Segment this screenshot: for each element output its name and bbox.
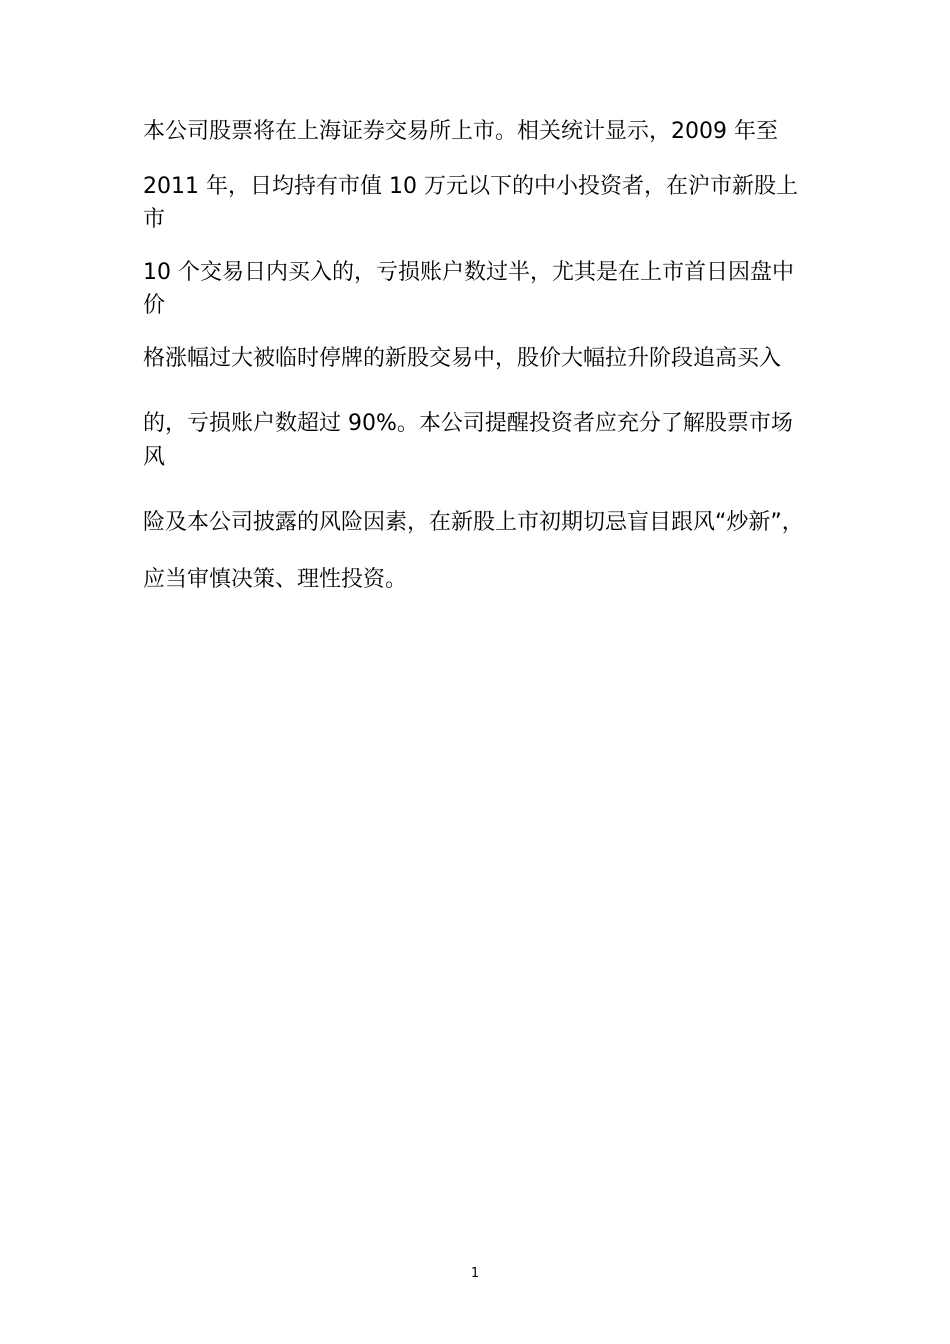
text-line-8: 风 bbox=[143, 445, 166, 470]
text-line-1: 本公司股票将在上海证券交易所上市。相关统计显示，2009 年至 bbox=[143, 119, 778, 144]
text-line-2: 2011 年，日均持有市值 10 万元以下的中小投资者，在沪市新股上 bbox=[143, 174, 798, 199]
text-line-4: 10 个交易日内买入的，亏损账户数过半，尤其是在上市首日因盘中 bbox=[143, 260, 794, 285]
text-line-6: 格涨幅过大被临时停牌的新股交易中，股价大幅拉升阶段追高买入 bbox=[143, 346, 782, 371]
text-line-7: 的，亏损账户数超过 90%。本公司提醒投资者应充分了解股票市场 bbox=[143, 411, 793, 436]
text-line-10: 应当审慎决策、理性投资。 bbox=[143, 567, 408, 592]
text-line-5: 价 bbox=[143, 293, 166, 318]
text-line-3: 市 bbox=[143, 207, 166, 232]
text-line-9: 险及本公司披露的风险因素，在新股上市初期切忌盲目跟风“炒新”， bbox=[143, 510, 804, 535]
page-number: 1 bbox=[470, 1266, 480, 1281]
